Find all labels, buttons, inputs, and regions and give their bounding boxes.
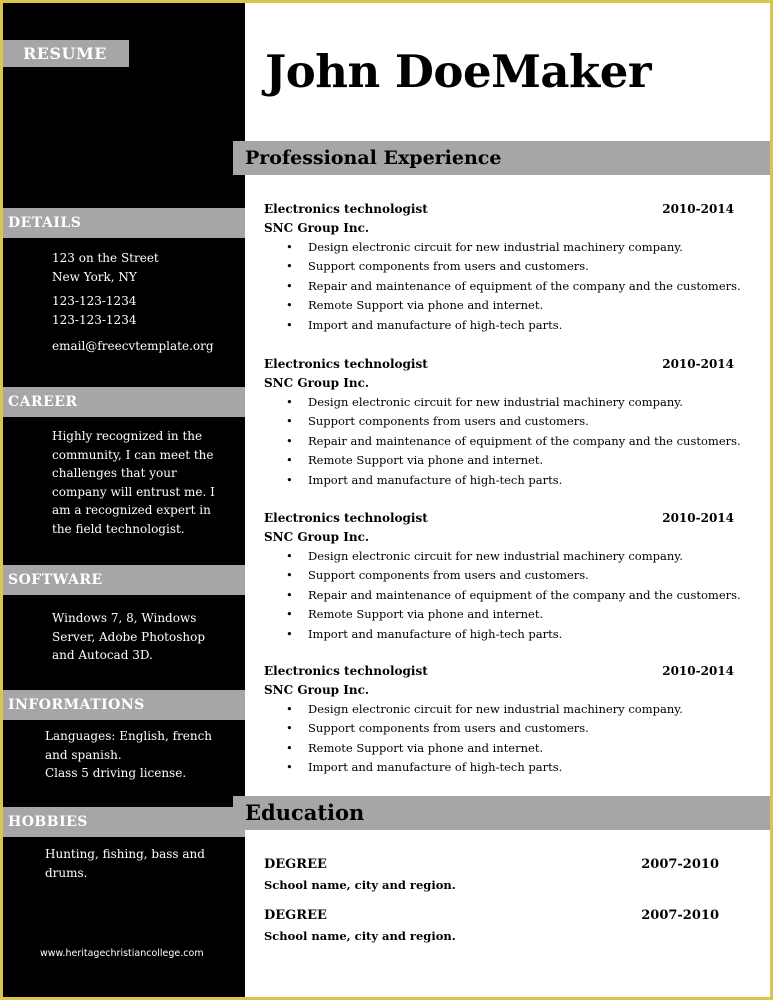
- details-block: [52, 249, 212, 356]
- job-bullet: • Repair and maintenance of equipment of the company and the customers.: [264, 277, 734, 296]
- job-bullet: • Support components from users and customers.: [264, 257, 734, 276]
- career-line: company will entrust me. I: [52, 484, 215, 499]
- phone-2: 123-123-1234: [52, 312, 137, 327]
- hobbies-line: drums.: [45, 865, 88, 880]
- job-entry: [264, 355, 741, 490]
- job-years: 2010-2014: [662, 511, 734, 525]
- education-heading: Education: [233, 796, 770, 830]
- job-entry: [264, 200, 741, 335]
- job-bullet: • Remote Support via phone and internet.: [264, 451, 734, 470]
- job-bullet: • Support components from users and customers.: [264, 566, 734, 585]
- job-entry: [264, 509, 741, 644]
- job-bullets: [264, 700, 734, 778]
- job-bullet: • Remote Support via phone and internet.: [264, 739, 734, 758]
- informations-block: [45, 727, 213, 783]
- job-company: SNC Group Inc.: [264, 221, 370, 235]
- address-line-1: 123 on the Street: [52, 251, 159, 265]
- school-name: School name, city and region.: [264, 929, 456, 943]
- job-company: SNC Group Inc.: [264, 530, 370, 544]
- software-line: Server, Adobe Photoshop: [52, 629, 206, 644]
- job-bullet: • Support components from users and customers.: [264, 719, 734, 738]
- career-block: [52, 427, 215, 538]
- candidate-name: John DoeMaker: [265, 45, 652, 98]
- job-bullet: • Remote Support via phone and internet.: [264, 605, 734, 624]
- job-company: SNC Group Inc.: [264, 683, 370, 697]
- career-line: Highly recognized in the: [52, 429, 203, 443]
- career-line: am a recognized expert in: [52, 503, 211, 517]
- software-block: [52, 609, 212, 665]
- details-heading: DETAILS: [3, 208, 245, 238]
- job-years: 2010-2014: [662, 202, 734, 216]
- job-years: 2010-2014: [662, 664, 734, 678]
- hobbies-heading: HOBBIES: [3, 807, 245, 837]
- career-line: community, I can meet the: [52, 447, 214, 462]
- job-bullet: • Design electronic circuit for new industrial machinery company.: [264, 547, 734, 566]
- career-line: the field technologist.: [52, 521, 185, 536]
- job-bullet: • Remote Support via phone and internet.: [264, 296, 734, 315]
- job-bullet: • Import and manufacture of high-tech parts.: [264, 316, 734, 335]
- job-bullet: • Design electronic circuit for new industrial machinery company.: [264, 700, 734, 719]
- job-title: Electronics technologist: [264, 202, 428, 216]
- job-bullet: • Repair and maintenance of equipment of the company and the customers.: [264, 432, 734, 451]
- job-title: Electronics technologist: [264, 357, 428, 371]
- software-line: and Autocad 3D.: [52, 648, 153, 662]
- phone-1: 123-123-1234: [52, 294, 137, 308]
- software-line: Windows 7, 8, Windows: [52, 611, 197, 625]
- software-heading: SOFTWARE: [3, 565, 245, 595]
- job-bullets: [264, 393, 741, 490]
- career-line: challenges that your: [52, 466, 177, 480]
- email: email@freecvtemplate.org: [52, 339, 214, 353]
- job-bullet: • Import and manufacture of high-tech parts.: [264, 471, 734, 490]
- education-entry: [264, 855, 719, 895]
- degree-label: DEGREE: [264, 857, 327, 872]
- school-name: School name, city and region.: [264, 878, 456, 892]
- job-bullets: [264, 547, 741, 644]
- job-bullet: • Design electronic circuit for new industrial machinery company.: [264, 238, 734, 257]
- informations-line: Languages: English, french: [45, 729, 213, 743]
- resume-tag: RESUME: [3, 40, 129, 67]
- education-entry: [264, 906, 719, 946]
- job-bullets: [264, 238, 741, 335]
- job-years: 2010-2014: [662, 357, 734, 371]
- hobbies-line: Hunting, fishing, bass and: [45, 847, 205, 861]
- degree-years: 2007-2010: [641, 857, 719, 872]
- degree-years: 2007-2010: [641, 908, 719, 923]
- degree-label: DEGREE: [264, 908, 327, 923]
- job-title: Electronics technologist: [264, 511, 428, 525]
- experience-heading: Professional Experience: [233, 141, 770, 175]
- sidebar: [3, 3, 245, 997]
- hobbies-block: [45, 845, 205, 882]
- informations-heading: INFORMATIONS: [3, 690, 245, 720]
- job-bullet: • Support components from users and customers.: [264, 412, 734, 431]
- job-bullet: • Import and manufacture of high-tech parts.: [264, 758, 734, 777]
- job-bullet: • Repair and maintenance of equipment of the company and the customers.: [264, 586, 734, 605]
- job-company: SNC Group Inc.: [264, 376, 370, 390]
- job-entry: [264, 662, 734, 778]
- watermark: www.heritagechristiancollege.com: [40, 948, 204, 959]
- informations-line: and spanish.: [45, 747, 122, 762]
- career-heading: CAREER: [3, 387, 245, 417]
- job-bullet: • Import and manufacture of high-tech parts.: [264, 625, 734, 644]
- informations-line: Class 5 driving license.: [45, 766, 187, 780]
- job-title: Electronics technologist: [264, 664, 428, 678]
- job-bullet: • Design electronic circuit for new industrial machinery company.: [264, 393, 734, 412]
- address-line-2: New York, NY: [52, 269, 137, 284]
